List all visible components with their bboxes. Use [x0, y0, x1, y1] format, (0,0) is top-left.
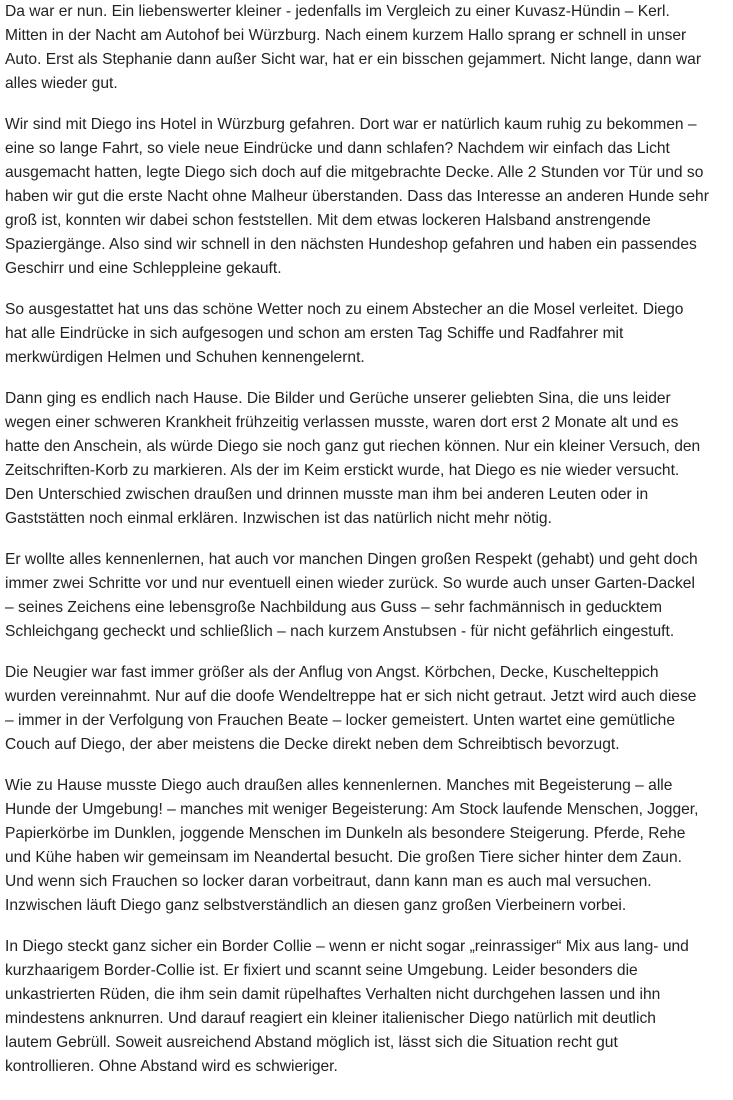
paragraph-1	[5, 0, 727, 96]
text-line: Und wenn sich Frauchen so locker daran vorbeitraut, dann kann man es auch mal versuchen.	[5, 873, 652, 890]
text-line: wurden vereinnahmt. Nur auf die doofe Wendeltreppe hat er sich nicht getraut. Jetzt wird auch diese	[5, 688, 697, 705]
text-line: groß ist, konnten wir dabei schon feststellen. Mit dem etwas lockeren Halsband anstrengende	[5, 212, 651, 229]
text-line: Zeitschriften-Korb zu markieren. Als der im Keim erstickt wurde, hat Diego es nie wieder versucht.	[5, 462, 680, 479]
text-line: Inzwischen läuft Diego ganz selbstverständlich an diesen ganz großen Vierbeinern vorbei.	[5, 897, 627, 914]
text-line: Wir sind mit Diego ins Hotel in Würzburg gefahren. Dort war er natürlich kaum ruhig zu bekommen –	[5, 116, 697, 133]
text-line: unkastrierten Rüden, die ihm sein damit rüpelhaftes Verhalten nicht durchgehen lassen und ihn	[5, 986, 661, 1003]
text-line: wegen einer schweren Krankheit frühzeitig verlassen musste, waren dort erst 2 Monate alt und es	[5, 414, 679, 431]
text-line: alles wieder gut.	[5, 75, 118, 92]
text-line: merkwürdigen Helmen und Schuhen kennengelernt.	[5, 349, 365, 366]
paragraph-7	[5, 774, 727, 918]
text-line: In Diego steckt ganz sicher ein Border Collie – wenn er nicht sogar „reinrassiger“ Mix aus lang- und	[5, 938, 689, 955]
paragraph-8	[5, 935, 727, 1079]
text-line: ausgemacht hatten, legte Diego sich doch auf die mitgebrachte Decke. Alle 2 Stunden vor Tür und so	[5, 164, 704, 181]
text-line: eine so lange Fahrt, so viele neue Eindrücke und dann schlafen? Nachdem wir einfach das Licht	[5, 140, 670, 157]
text-line: Schleichgang gecheckt und schließlich – nach kurzem Anstubsen - für nicht gefährlich eingestuft.	[5, 623, 675, 640]
text-line: Dann ging es endlich nach Hause. Die Bilder und Gerüche unserer geliebten Sina, die uns leider	[5, 390, 671, 407]
text-line: kontrollieren. Ohne Abstand wird es schwieriger.	[5, 1058, 338, 1075]
text-line: Wie zu Hause musste Diego auch draußen alles kennenlernen. Manches mit Begeisterung – alle	[5, 777, 673, 794]
text-line: Da war er nun. Ein liebenswerter kleiner - jedenfalls im Vergleich zu einer Kuvasz-Hündin – Kerl.	[5, 3, 670, 20]
text-line: Die Neugier war fast immer größer als der Anflug von Angst. Körbchen, Decke, Kuschelteppich	[5, 664, 659, 681]
text-line: hat alle Eindrücke in sich aufgesogen und schon am ersten Tag Schiffe und Radfahrer mit	[5, 325, 624, 342]
text-line: Geschirr und eine Schleppleine gekauft.	[5, 260, 282, 277]
text-line: Papierkörbe im Dunklen, joggende Menschen im Dunkeln als besondere Steigerung. Pferde, Rehe	[5, 825, 686, 842]
paragraph-3	[5, 298, 727, 370]
paragraph-4	[5, 387, 727, 531]
paragraph-6	[5, 661, 727, 757]
text-line: hatte den Anschein, als würde Diego sie noch ganz gut riechen können. Nur ein kleiner Versuch, den	[5, 438, 701, 455]
text-line: immer zwei Schritte vor und nur eventuell einen wieder zurück. So wurde auch unser Garten-Dackel	[5, 575, 695, 592]
text-line: – seines Zeichens eine lebensgroße Nachbildung aus Guss – sehr fachmännisch in geducktem	[5, 599, 663, 616]
text-line: haben wir gut die erste Nacht ohne Malheur überstanden. Dass das Interesse an anderen Hunde sehr	[5, 188, 709, 205]
text-line: Den Unterschied zwischen draußen und drinnen musste man ihm bei anderen Leuten oder in	[5, 486, 649, 503]
text-line: kurzhaarigem Border-Collie ist. Er fixiert und scannt seine Umgebung. Leider besonders die	[5, 962, 638, 979]
text-line: Gaststätten noch einmal erklären. Inzwischen ist das natürlich nicht mehr nötig.	[5, 510, 552, 527]
text-line: und Kühe haben wir gemeinsam im Neandertal besucht. Die großen Tiere sicher hinter dem Zaun.	[5, 849, 682, 866]
paragraph-2	[5, 113, 727, 281]
text-line: Hunde der Umgebung! – manches mit weniger Begeisterung: Am Stock laufende Menschen, Jogger,	[5, 801, 699, 818]
text-line: Spaziergänge. Also sind wir schnell in den nächsten Hundeshop gefahren und haben ein passendes	[5, 236, 697, 253]
text-line: – immer in der Verfolgung von Frauchen Beate – locker gemeistert. Unten wartet eine gemütliche	[5, 712, 676, 729]
text-line: Er wollte alles kennenlernen, hat auch vor manchen Dingen großen Respekt (gehabt) und geht doch	[5, 551, 698, 568]
text-line: Mitten in der Nacht am Autohof bei Würzburg. Nach einem kurzem Hallo sprang er schnell in unser	[5, 27, 687, 44]
text-line: Auto. Erst als Stephanie dann außer Sicht war, hat er ein bisschen gejammert. Nicht lange, dann war	[5, 51, 702, 68]
text-line: Couch auf Diego, der aber meistens die Decke direkt neben dem Schreibtisch bevorzugt.	[5, 736, 620, 753]
text-line: mindestens anknurren. Und darauf reagiert ein kleiner italienischer Diego natürlich mit deutlich	[5, 1010, 656, 1027]
paragraph-5	[5, 548, 727, 644]
text-line: So ausgestattet hat uns das schöne Wetter noch zu einem Abstecher an die Mosel verleitet. Diego	[5, 301, 684, 318]
text-line: lautem Gebrüll. Soweit ausreichend Abstand möglich ist, lässt sich die Situation recht gut	[5, 1034, 618, 1051]
